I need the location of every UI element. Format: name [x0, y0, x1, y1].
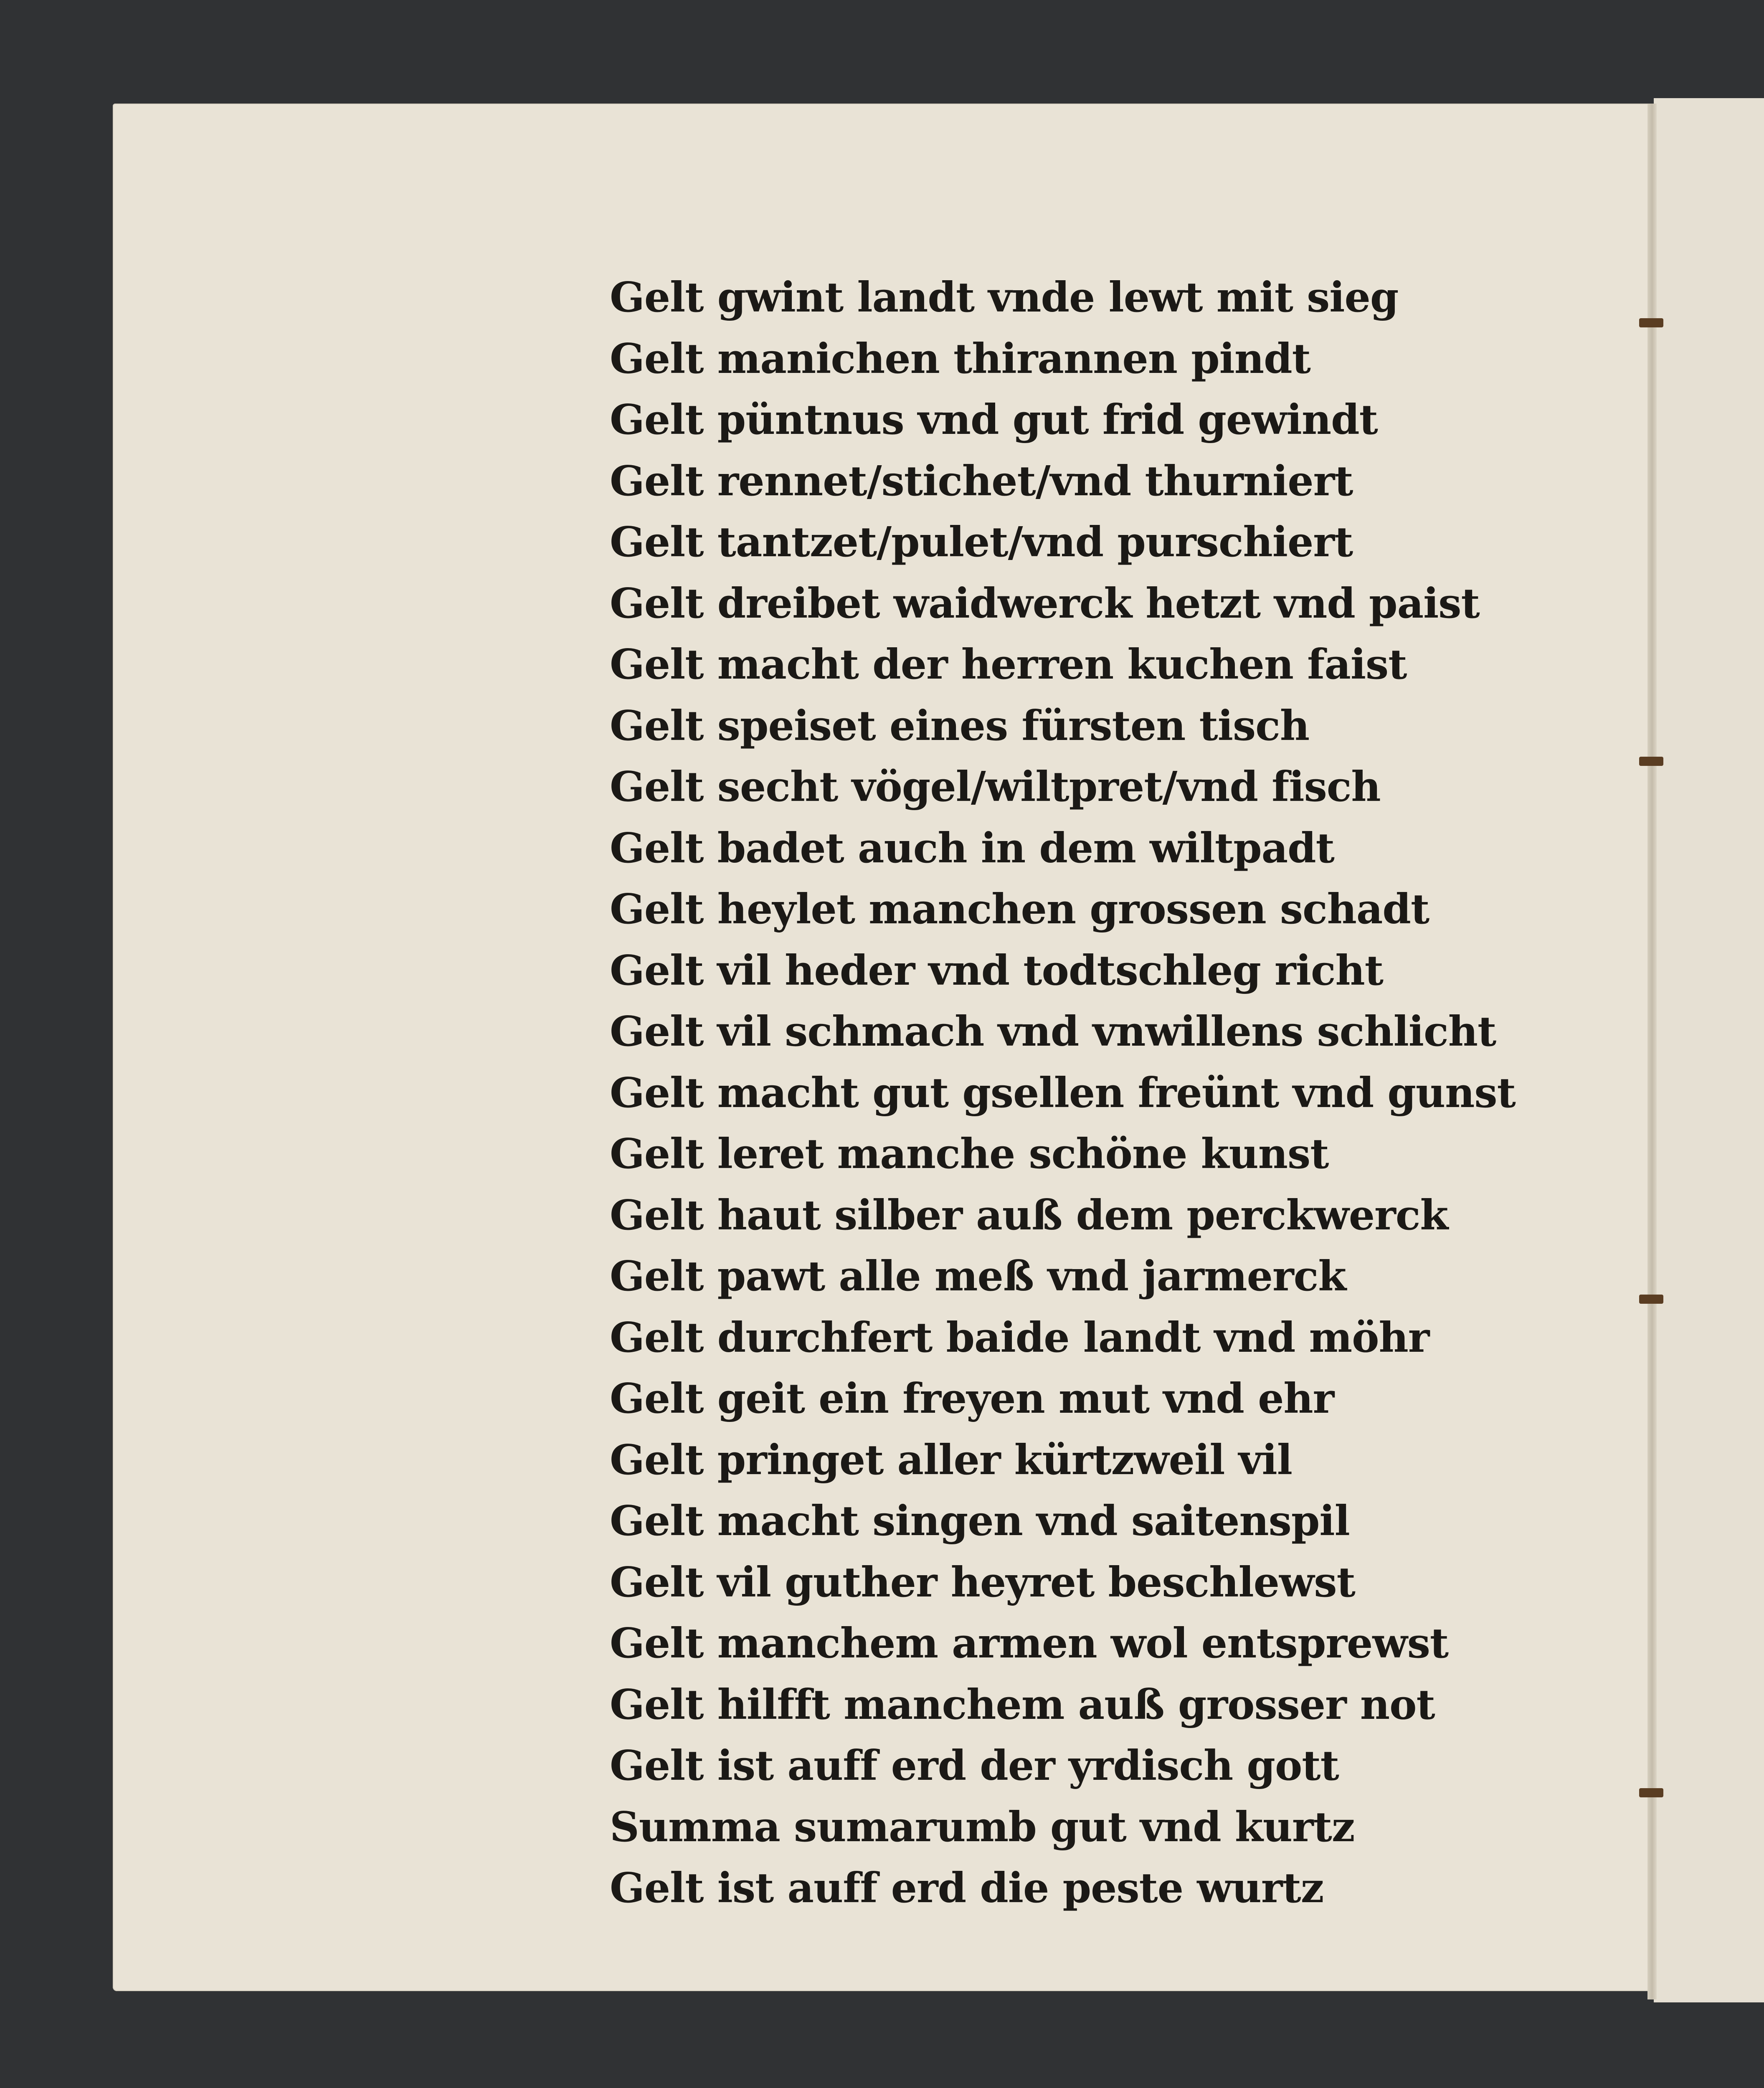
text-line: Gelt ist auff erd die peste wurtz: [610, 1864, 1324, 1912]
text-line: Gelt macht der herren kuchen faist: [610, 641, 1407, 689]
printed-text-block: [610, 267, 1516, 1919]
text-line: Gelt ist auff erd der yrdisch gott: [610, 1742, 1339, 1790]
text-line: Gelt gwint landt vnde lewt mit sieg: [610, 274, 1399, 322]
text-line: Gelt macht singen vnd saitenspil: [610, 1497, 1350, 1545]
text-line: Gelt secht vögel/wiltpret/vnd fisch: [610, 763, 1381, 811]
text-line: Summa sumarumb gut vnd kurtz: [610, 1803, 1355, 1851]
binding-stitch: [1639, 757, 1663, 766]
binding-stitch: [1639, 1295, 1663, 1304]
text-line: Gelt heylet manchen grossen schadt: [610, 885, 1429, 933]
book-gutter: [1647, 104, 1657, 1999]
text-line: Gelt geit ein freyen mut vnd ehr: [610, 1375, 1334, 1423]
text-line: Gelt pringet aller kürtzweil vil: [610, 1436, 1292, 1484]
text-line: Gelt tantzet/pulet/vnd purschiert: [610, 518, 1353, 566]
text-line: Gelt haut silber auß dem perckwerck: [610, 1191, 1448, 1239]
facing-page: [1654, 98, 1764, 2002]
text-line: Gelt leret manche schöne kunst: [610, 1130, 1329, 1178]
text-line: Gelt rennet/stichet/vnd thurniert: [610, 457, 1353, 505]
text-line: Gelt speiset eines fürsten tisch: [610, 702, 1310, 750]
text-line: Gelt pawt alle meß vnd jarmerck: [610, 1252, 1346, 1300]
text-line: Gelt macht gut gsellen freünt vnd gunst: [610, 1069, 1516, 1117]
text-line: Gelt vil schmach vnd vnwillens schlicht: [610, 1008, 1496, 1056]
binding-stitch: [1639, 318, 1663, 327]
text-line: Gelt vil guther heyret beschlewst: [610, 1558, 1355, 1607]
text-line: Gelt dreibet waidwerck hetzt vnd paist: [610, 579, 1480, 628]
text-line: Gelt püntnus vnd gut frid gewindt: [610, 396, 1378, 444]
text-line: Gelt manchem armen wol entsprewst: [610, 1619, 1449, 1667]
text-line: Gelt manichen thirannen pindt: [610, 334, 1310, 383]
text-line: Gelt hilfft manchem auß grosser not: [610, 1680, 1435, 1729]
text-line: Gelt durchfert baide landt vnd möhr: [610, 1313, 1429, 1362]
binding-stitch: [1639, 1788, 1663, 1797]
text-line: Gelt vil heder vnd todtschleg richt: [610, 946, 1384, 995]
text-line: Gelt badet auch in dem wiltpadt: [610, 824, 1334, 872]
